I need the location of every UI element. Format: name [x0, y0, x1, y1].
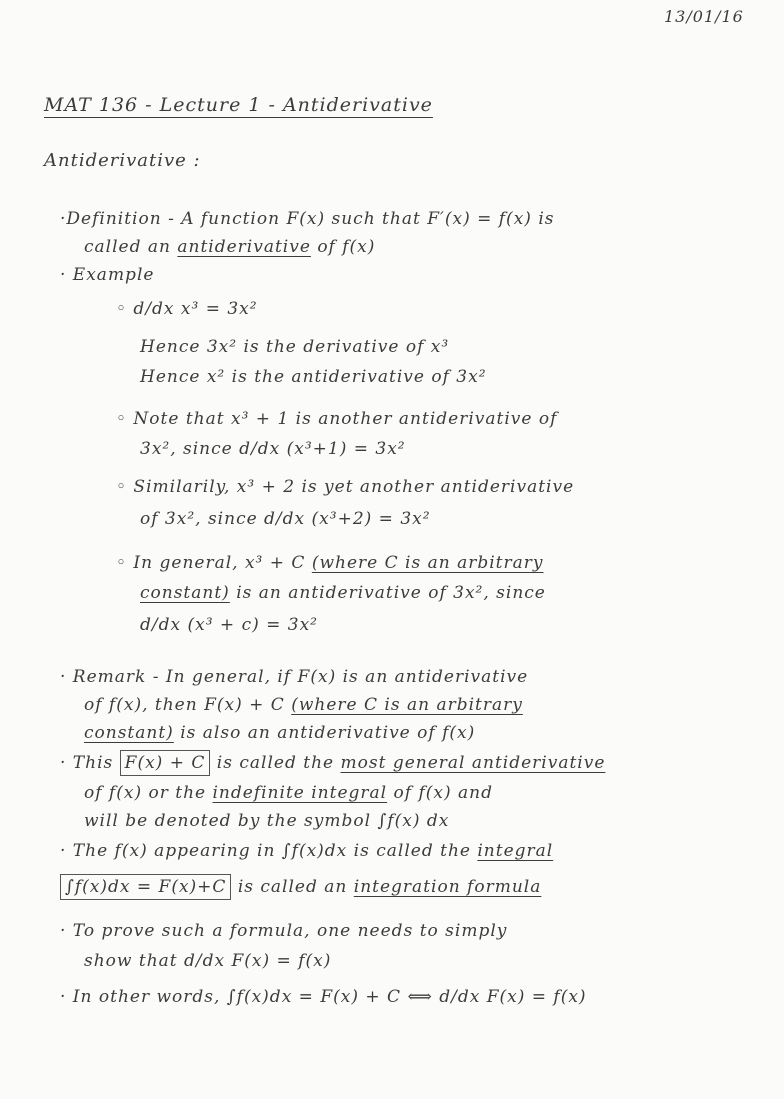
integral-line-1-pre: · The f(x) appearing in ∫f(x)dx is called the	[60, 841, 471, 861]
definition-post: of f(x)	[317, 237, 376, 257]
general-line-1-pre: · This	[60, 753, 114, 773]
example-line-3: Hence x² is the antiderivative of 3x²	[140, 367, 487, 387]
example-line-8-underlined: (where C is an arbitrary	[311, 553, 544, 573]
remark-line-2-underlined: (where C is an arbitrary	[291, 695, 523, 715]
remark-line-1: · Remark - In general, if F(x) is an antiderivative	[60, 667, 529, 687]
example-line-10: d/dx (x³ + c) = 3x²	[140, 615, 318, 635]
example-line-5: 3x², since d/dx (x³+1) = 3x²	[140, 439, 406, 459]
example-line-6: ◦ Similarily, x³ + 2 is yet another antiderivative	[116, 477, 575, 497]
general-line-3: will be denoted by the symbol ∫f(x) dx	[84, 811, 450, 831]
remark-line-3	[84, 722, 475, 744]
remark-line-3-post: is also an antiderivative of f(x)	[180, 723, 476, 743]
definition-line-2	[84, 236, 375, 258]
proof-line-1: · To prove such a formula, one needs to simply	[60, 921, 508, 941]
general-line-1-mid: is called the	[216, 753, 335, 773]
definition-line-1: ·Definition - A function F(x) such that F′(x) = f(x) is	[60, 209, 555, 229]
general-line-1	[60, 752, 605, 774]
antiderivative-term: antiderivative	[177, 237, 311, 257]
example-line-8-pre: ◦ In general, x³ + C	[116, 553, 306, 573]
proof-line-3: · In other words, ∫f(x)dx = F(x) + C ⟺ d/dx F(x) = f(x)	[60, 987, 587, 1007]
remark-line-2-pre: of f(x), then F(x) + C	[84, 695, 285, 715]
example-label: · Example	[60, 265, 155, 285]
proof-line-2: show that d/dx F(x) = f(x)	[84, 951, 332, 971]
indefinite-integral-term: indefinite integral	[212, 783, 388, 803]
general-line-2-post: of f(x) and	[393, 783, 493, 803]
example-line-9-underlined: constant)	[140, 583, 230, 603]
definition-pre: called an	[84, 237, 171, 257]
remark-line-2	[84, 694, 523, 716]
date: 13/01/16	[664, 7, 744, 26]
integral-line-2-mid: is called an	[237, 877, 348, 897]
example-line-9	[140, 582, 546, 604]
example-line-4: ◦ Note that x³ + 1 is another antiderivative of	[116, 409, 558, 429]
general-line-2-pre: of f(x) or the	[84, 783, 207, 803]
example-line-9-post: is an antiderivative of 3x², since	[236, 583, 546, 603]
integral-line-1	[60, 840, 553, 862]
example-line-7: of 3x², since d/dx (x³+2) = 3x²	[140, 509, 431, 529]
integral-line-2	[60, 876, 541, 898]
integration-formula-box: ∫f(x)dx = F(x)+C	[60, 874, 231, 900]
general-line-2	[84, 782, 493, 804]
example-line-1: ◦ d/dx x³ = 3x²	[116, 299, 258, 319]
example-line-8	[116, 552, 543, 574]
most-general-antiderivative-term: most general antiderivative	[340, 753, 606, 773]
integration-formula-term: integration formula	[353, 877, 542, 897]
section-heading: Antiderivative :	[44, 150, 201, 171]
general-antiderivative-box: F(x) + C	[120, 750, 211, 776]
remark-line-3-underlined: constant)	[84, 723, 174, 743]
integral-term: integral	[477, 841, 554, 861]
page-title: MAT 136 - Lecture 1 - Antiderivative	[44, 94, 433, 116]
example-line-2: Hence 3x² is the derivative of x³	[140, 337, 450, 357]
